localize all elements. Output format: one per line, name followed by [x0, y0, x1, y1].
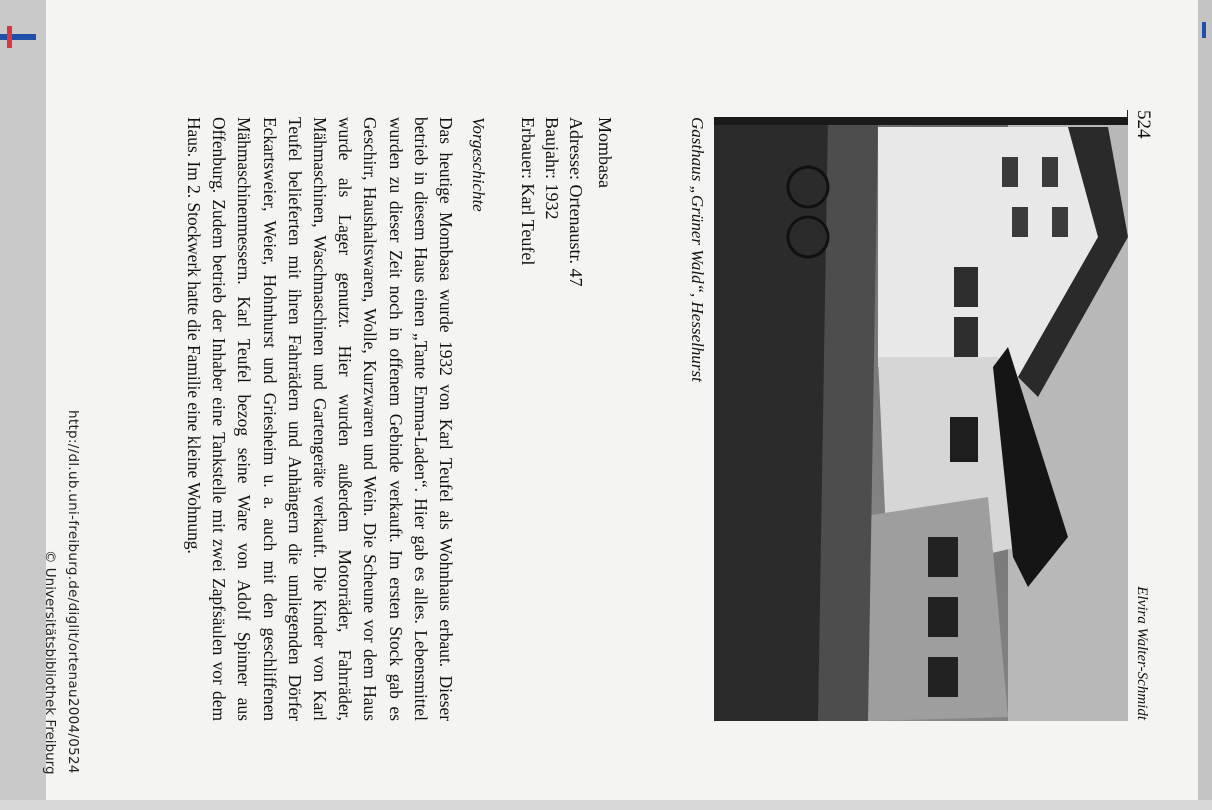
building-photo-image — [714, 117, 1128, 721]
right-viewer-margin — [1198, 0, 1212, 800]
figure-caption: Gasthaus „Grüner Wald“, Hesselhurst — [688, 117, 707, 382]
scanned-page — [42, 0, 1198, 800]
left-viewer-margin — [0, 0, 46, 800]
page-number: 524 — [1133, 110, 1154, 139]
building-photo — [714, 117, 1128, 721]
scan-marker-icon — [0, 26, 36, 48]
year-line: Baujahr: 1932 — [542, 117, 562, 220]
source-url: http://dl.ub.uni-freiburg.de/diglit/ortenau2004/0524 — [65, 410, 81, 774]
subheading: Vorgeschichte — [469, 117, 488, 212]
address-line: Adresse: Ortenaustr. 47 — [566, 117, 586, 287]
running-author: Elvira Walter-Schmidt — [1134, 586, 1150, 720]
building-meta — [516, 117, 588, 721]
body-paragraph: Das heutige Mombasa wurde 1932 von Karl Teufel als Wohnhaus erbaut. Dieser betrieb in diesem Haus einen „Tante Emma-Laden“. Hier gab es alles. Lebensmittel wurden zu dieser Zeit noch in offenem Gebinde verkauft. Im ersten Stock gab es Geschirr, Haushaltswaren, Wolle, Kurzwaren und Wein. Die Scheune vor dem Haus wurde als Lager genutzt. Hier wurden außerdem Motorräder, Fahrräder, Mähmaschinen, Waschmaschinen und Gartengeräte verkauft. Die Kinder von Karl Teufel belieferten mit ihren Fahrrädern und Anhängern die umliegenden Dörfer Eckartsweier, Weier, Hohnhurst und Griesheim u. a. auch mit den geschliffenen Mähmaschinenmessern. Karl Teufel bezog seine Ware von Adolf Spinner aus Offenburg. Zudem betrieb der Inhaber eine Tankstelle mit zwei Zapfsäulen vor dem Haus. Im 2. Stockwerk hatte die Familie eine kleine Wohnung. — [183, 117, 456, 721]
scan-marker-icon — [1200, 22, 1208, 38]
builder-line: Erbauer: Karl Teufel — [518, 117, 538, 266]
copyright-notice: © Universitätsbibliothek Freiburg — [42, 550, 58, 775]
running-head — [1127, 110, 1154, 720]
section-heading: Mombasa — [595, 117, 615, 188]
